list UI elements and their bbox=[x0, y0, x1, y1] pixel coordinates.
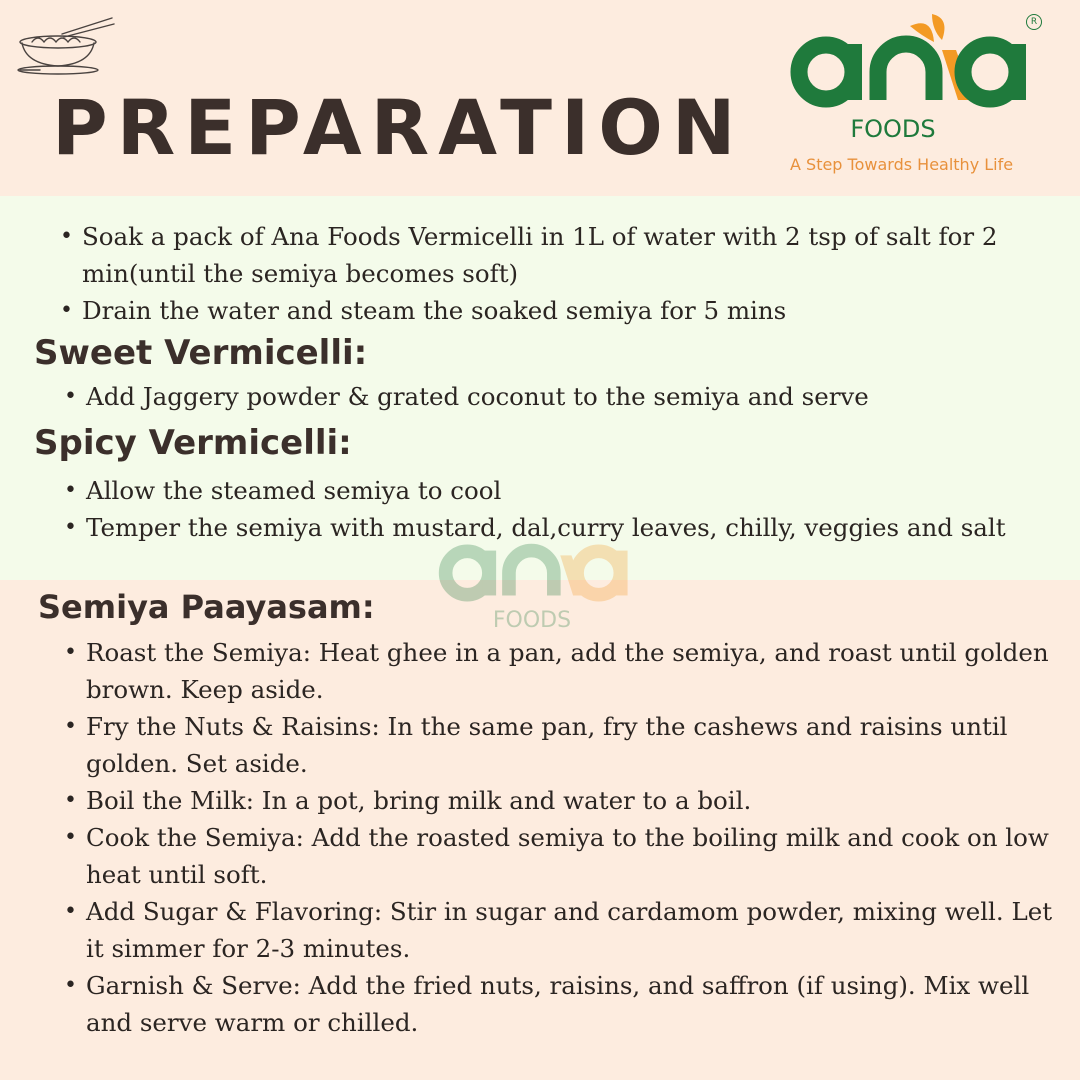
noodle-bowl-icon bbox=[10, 12, 120, 76]
list-item: • Boil the Milk: In a pot, bring milk and water to a boil. bbox=[62, 782, 1062, 819]
sweet-list bbox=[62, 378, 1062, 415]
section-heading-spicy: Spicy Vermicelli: bbox=[34, 423, 352, 463]
logo-foods-label: FOODS bbox=[850, 115, 936, 143]
list-item: • Garnish & Serve: Add the fried nuts, raisins, and saffron (if using). Mix well and serve warm or chilled. bbox=[62, 967, 1062, 1041]
section-heading-sweet: Sweet Vermicelli: bbox=[34, 333, 368, 373]
paayasam-list bbox=[62, 634, 1062, 1041]
list-item: • Add Jaggery powder & grated coconut to the semiya and serve bbox=[62, 378, 1062, 415]
ana-logo-wordmark bbox=[782, 6, 1044, 118]
section-heading-paayasam: Semiya Paayasam: bbox=[38, 588, 375, 626]
list-item: • Drain the water and steam the soaked semiya for 5 mins bbox=[58, 292, 1058, 329]
page-title: PREPARATION bbox=[52, 83, 745, 172]
list-item: • Soak a pack of Ana Foods Vermicelli in 1L of water with 2 tsp of salt for 2 min(until the semiya becomes soft) bbox=[58, 218, 1058, 292]
brand-logo bbox=[782, 6, 1044, 188]
registered-mark: R bbox=[1026, 14, 1042, 30]
logo-tagline: A Step Towards Healthy Life bbox=[790, 155, 1014, 174]
list-item: • Add Sugar & Flavoring: Stir in sugar and cardamom powder, mixing well. Let it simmer for 2-3 minutes. bbox=[62, 893, 1062, 967]
list-item: • Roast the Semiya: Heat ghee in a pan, add the semiya, and roast until golden brown. Keep aside. bbox=[62, 634, 1062, 708]
watermark-foods-label: FOODS bbox=[492, 608, 572, 633]
list-item: • Allow the steamed semiya to cool bbox=[62, 472, 1042, 509]
preparation-list bbox=[58, 218, 1058, 329]
spicy-list bbox=[62, 472, 1042, 546]
list-item: • Temper the semiya with mustard, dal,curry leaves, chilly, veggies and salt bbox=[62, 509, 1042, 546]
list-item: • Fry the Nuts & Raisins: In the same pan, fry the cashews and raisins until golden. Set aside. bbox=[62, 708, 1062, 782]
list-item: • Cook the Semiya: Add the roasted semiya to the boiling milk and cook on low heat until soft. bbox=[62, 819, 1062, 893]
